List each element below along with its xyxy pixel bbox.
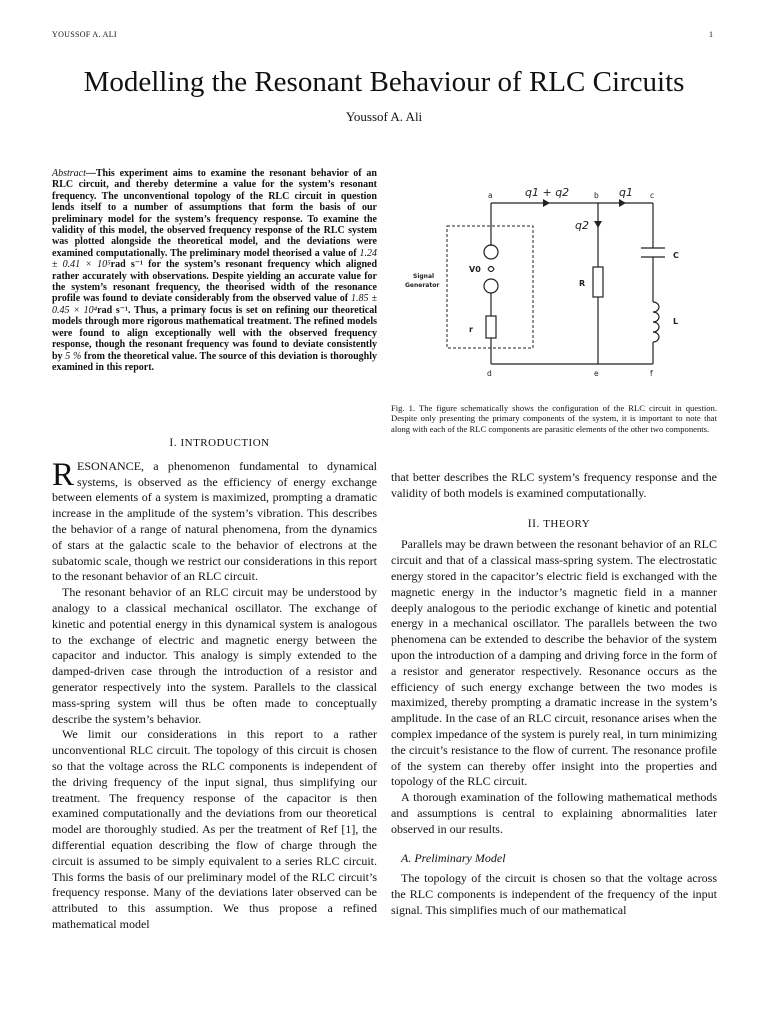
- left-column: [52, 436, 377, 933]
- resistor-symbol: [593, 267, 603, 297]
- abstract-math-2: 1.85 ± 0.45 × 10⁴: [52, 293, 377, 316]
- theory-heading-number: II.: [527, 517, 540, 530]
- intro-paragraph-1-text: ESONANCE, a phenomenon fundamental to dynamical systems, is observed as the efficiency of energy exchange between elements of a system is maximized, prompting a dramatic increase in the amplitude of the system’s vibration. This describes the behavior of a range of natural phenomena, from the dynamics of stars at the galactic scale to the behavior of electrons at the subatomic scale, though we restrict our considerations in this report to the resonant behavior of an RLC circuit.: [52, 458, 377, 584]
- label-generator-line-2: Generator: [405, 282, 440, 289]
- label-capacitor: C: [673, 251, 679, 260]
- abstract-label: Abstract: [52, 168, 86, 179]
- arrow-total-current: [543, 199, 550, 207]
- arrow-current-1: [619, 199, 626, 207]
- theory-heading: [391, 517, 717, 533]
- circuit-schematic: [391, 174, 717, 396]
- theory-paragraph-1: Parallels may be drawn between the resonant behavior of an RLC circuit and that of a classical mass-spring system. The electrostatic energy stored in the capacitor’s electric field is exchanged with the magnetic energy in the inductor’s magnetic field in a manner deeply analogous to the periodic exchange of kinetic and potential energy in a mechanical oscillator. The parallels between the two phenomena can be extended to describe the behavior of the system upon the introduction of a damping and driving force in the form of a resistor and generator respectively. Resonance occurs as the efficiency of such energy exchange between the two modes is maximized, thereby prompting a dramatic increase in the system’s amplitude. In the case of an RLC circuit, resonance arises when the complex impedance of the system is purely real, in turn minimizing the circuit’s resistance to the flow of current. The resonance profile of the system can thereby offer insight into the properties and topology of the RLC circuit.: [391, 537, 717, 789]
- theory-paragraph-3: The topology of the circuit is chosen so that the voltage across the RLC components is independent of the frequency of the input signal. This simplifies much of our mathematical: [391, 871, 717, 917]
- arrow-current-2: [594, 221, 602, 228]
- label-source: V0: [469, 265, 481, 274]
- abstract-unit-2: rad s⁻¹: [97, 304, 128, 316]
- node-label-d: d: [487, 369, 492, 378]
- internal-resistor-symbol: [486, 316, 496, 338]
- source-terminal-top: [484, 245, 498, 259]
- signal-generator-box: [447, 226, 533, 348]
- circuit-figure: [391, 174, 717, 396]
- author-name: Youssof A. Ali: [345, 109, 423, 124]
- abstract-text-4: from the theoretical value. The source of this deviation is thoroughly examined in this report.: [52, 350, 377, 373]
- intro-paragraph-1: [52, 456, 377, 585]
- label-total-current: q1 + q2: [525, 186, 570, 199]
- intro-heading-number: I.: [169, 437, 178, 449]
- label-resistor: R: [579, 279, 586, 288]
- figure-caption: Fig. 1. The figure schematically shows the configuration of the RLC circuit in question. Despite only presenting the primary components of the system, it is important to note that along with each of the RLC components are parasitic elements of the other two components.: [391, 403, 717, 434]
- intro-heading-text: INTRODUCTION: [180, 437, 270, 449]
- label-current-1: q1: [619, 186, 633, 199]
- abstract-text-1: —This experiment aims to examine the resonant behavior of an RLC circuit, and thereby determine a value for the system’s resonant frequency. The unconventional topology of the RLC circuit in question lends itself to a number of assumptions that form the basis of our preliminary model for the system’s frequency response. To examine the validity of this model, the observed frequency response of the RLC system was plotted alongside the theoretical model, and the deviations were examined computationally. The preliminary model theorised a value of: [52, 168, 377, 259]
- node-label-e: e: [594, 369, 599, 378]
- intro-heading: [52, 436, 377, 452]
- label-internal-resistor: r: [469, 325, 473, 334]
- abstract-unit-1: rad s⁻¹: [110, 259, 143, 271]
- intro-paragraph-3-continued: that better describes the RLC system’s frequency response and the validity of both models is examined computationally.: [391, 470, 717, 500]
- node-label-b: b: [594, 191, 599, 200]
- node-label-a: a: [488, 191, 493, 200]
- right-column: [391, 470, 717, 919]
- abstract: [52, 168, 377, 373]
- node-label-c: c: [650, 191, 655, 200]
- label-current-2: q2: [575, 219, 589, 232]
- theory-paragraph-2: A thorough examination of the following mathematical methods and assumptions is central to explaining abnormalities later observed in our results.: [391, 790, 717, 836]
- abstract-math-3: 5 %: [65, 350, 82, 362]
- abstract-math-1: 1.24 ± 0.41 × 10⁵: [52, 247, 378, 271]
- page-number: 1: [709, 30, 713, 39]
- inductor-coil: [653, 302, 659, 342]
- source-terminal-bottom: [484, 279, 498, 293]
- abstract-text-3: . Thus, a primary focus is set on refining our theoretical models through more rigorous mathematical treatment. The refined models were found to align exceptionally well with the observed frequency response, though the resonant frequency was found to deviate consistently by: [52, 304, 378, 362]
- label-inductor: L: [673, 317, 679, 326]
- intro-paragraph-2: The resonant behavior of an RLC circuit may be understood by analogy to a classical mechanical oscillator. The exchange of kinetic and potential energy in this dynamical system is analogous to the exchange of electric and magnetic energy between the capacitor and inductor. This analogy is simply extended to the damped-driven case through the introduction of a resistor and generator respectively into the system. Parallels to the classical mass-spring system will thus be often made to conceptually describe the system’s behavior.: [52, 585, 377, 726]
- drop-cap: R: [52, 456, 75, 493]
- intro-paragraph-3: We limit our considerations in this report to a rather unconventional RLC circuit. The topology of this circuit is chosen so that the voltage across the RLC components is independent of the driving frequency of the input signal, thus simplifying our treatment. The frequency response of the capacitor is then examined computationally and the deviations from our theoretical model are thoroughly studied. As per the treatment of Ref [1], the differential equation describing the flow of charge through the circuit is assumed to be simply equivalent to a series RLC circuit. This forms the basis of our preliminary model of the RLC circuit’s frequency response. Many of the deviations later observed can be attributed to this assumption. We thus propose a refined mathematical model: [52, 727, 377, 931]
- label-generator-line-1: Signal: [413, 273, 435, 280]
- abstract-text-2: for the system’s resonant frequency which aligned rather accurately with observations. Despite yielding an accurate value for the system’s resonant frequency, the theorised width of the resonance profile was found to deviate considerably from the observed value of: [52, 259, 378, 305]
- running-title: YOUSSOF A. ALI: [52, 30, 117, 39]
- node-label-f: f: [650, 369, 653, 378]
- subsection-heading: A. Preliminary Model: [401, 850, 506, 865]
- paper-title: Modelling the Resonant Behaviour of RLC Circuits: [83, 66, 685, 98]
- ac-source-symbol: [488, 267, 494, 272]
- theory-heading-text: THEORY: [543, 517, 591, 530]
